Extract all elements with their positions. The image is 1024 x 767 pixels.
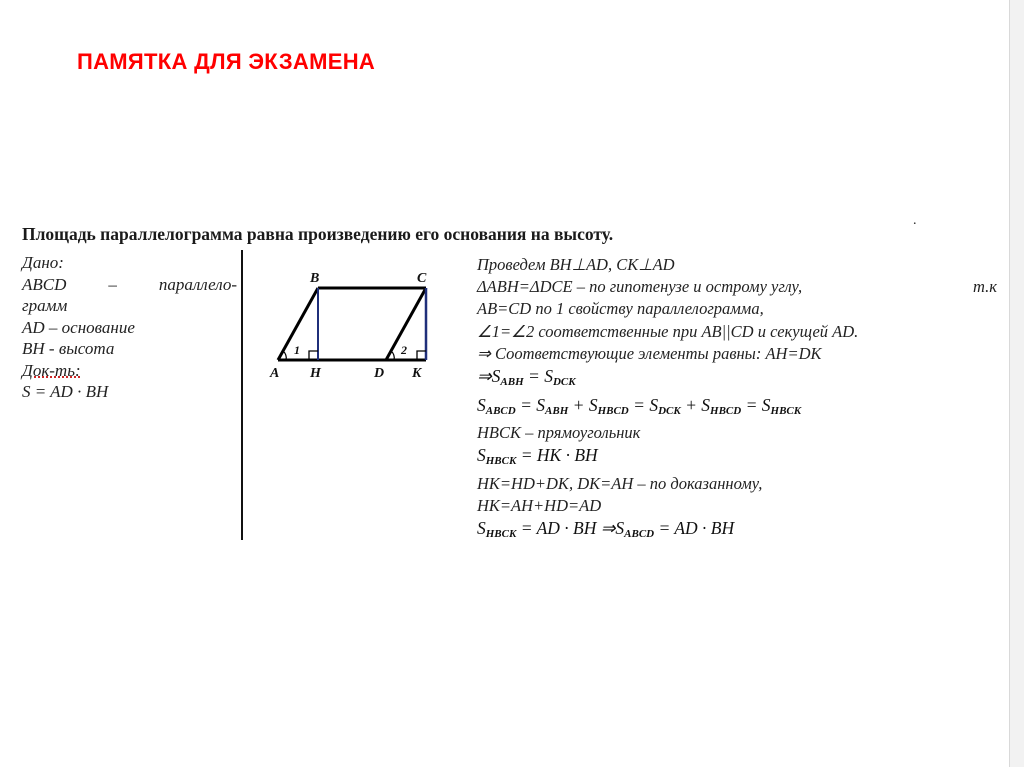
p7-s4: DCK <box>658 404 681 417</box>
given-abcd-line <box>22 274 237 296</box>
p7-e: + S <box>680 394 711 415</box>
proof-line-6 <box>477 365 997 394</box>
proof-line-1: Проведем BH⊥AD, CK⊥AD <box>477 255 675 274</box>
angle-label-1: 1 <box>294 343 300 357</box>
prove-formula: S = AD · BH <box>22 382 109 401</box>
p7-s2: ABH <box>545 404 569 417</box>
given-block <box>22 252 237 403</box>
p7-a: S <box>477 394 486 415</box>
proof-line-5: ⇒ Соответствующие элементы равны: AH=DK <box>477 343 822 363</box>
p7-d: = S <box>628 394 659 415</box>
p7-s3: HBCD <box>597 404 629 417</box>
proof-line-3: AB=CD по 1 свойству параллелограмма, <box>477 299 764 319</box>
p12-s2: ABCD <box>624 528 655 541</box>
p9-b: = HK · BH <box>516 445 598 466</box>
p9-s1: HBCK <box>485 455 517 468</box>
slide-title: ПАМЯТКА ДЛЯ ЭКЗАМЕНА <box>77 49 376 74</box>
proof-line-8: HBCK – прямоугольник <box>477 423 641 443</box>
given-base: AD – основание <box>22 317 135 337</box>
label-b: B <box>310 271 320 286</box>
given-abcd: ABCD <box>22 274 67 294</box>
given-label: Дано: <box>22 253 64 272</box>
p12-c: = AD · BH <box>654 518 735 539</box>
label-d: D <box>374 366 385 379</box>
label-h: H <box>310 366 321 379</box>
p12-a: S <box>477 518 486 539</box>
proof-line-9 <box>477 444 997 473</box>
proof-line-12 <box>477 517 997 546</box>
proof-line-7 <box>477 394 997 423</box>
p12-s1: HBCK <box>485 528 517 541</box>
p6-sub2: DCK <box>552 376 576 389</box>
p6-mid: = S <box>523 366 553 387</box>
given-height: BH - высота <box>22 339 115 358</box>
proof-line-10: HK=HD+DK, DK=AH – по доказанному, <box>477 474 763 493</box>
parallelogram-figure <box>262 264 442 379</box>
p7-s1: ABCD <box>485 404 516 417</box>
angle-label-2: 2 <box>401 343 407 357</box>
p7-s6: HBCK <box>770 404 802 417</box>
p7-s5: HBCD <box>710 404 742 417</box>
given-parallelo: параллело- <box>158 274 237 294</box>
proof-line-2-text: ΔABH=ΔDCE – по гипотенузе и острому углу, <box>477 277 803 297</box>
window-edge <box>1009 0 1024 767</box>
label-c: C <box>417 271 427 286</box>
p6-sub1: ABH <box>500 376 524 389</box>
p7-f: = S <box>741 394 771 415</box>
prove-label: Док-ть: <box>22 360 81 380</box>
label-a: A <box>270 366 280 379</box>
column-divider <box>241 250 243 540</box>
p6-pre: ⇒S <box>477 366 501 387</box>
p7-b: = S <box>515 394 546 415</box>
label-k: K <box>412 366 422 379</box>
given-gramm: грамм <box>22 296 68 315</box>
p9-a: S <box>477 445 486 466</box>
stray-dot: . <box>913 213 917 228</box>
theorem-heading: Площадь параллелограмма равна произведению его основания на высоту. <box>22 224 614 244</box>
proof-block <box>477 254 997 546</box>
proof-line-2 <box>477 276 997 298</box>
proof-line-4: ∠1=∠2 соответственные при AB||CD и секущей AD. <box>477 321 859 341</box>
p7-c: + S <box>568 394 598 415</box>
proof-line-11: HK=AH+HD=AD <box>477 496 602 516</box>
given-dash: – <box>108 274 117 294</box>
proof-line-2-tk: т.к <box>973 277 997 297</box>
p12-b: = AD · BH ⇒S <box>516 518 625 539</box>
